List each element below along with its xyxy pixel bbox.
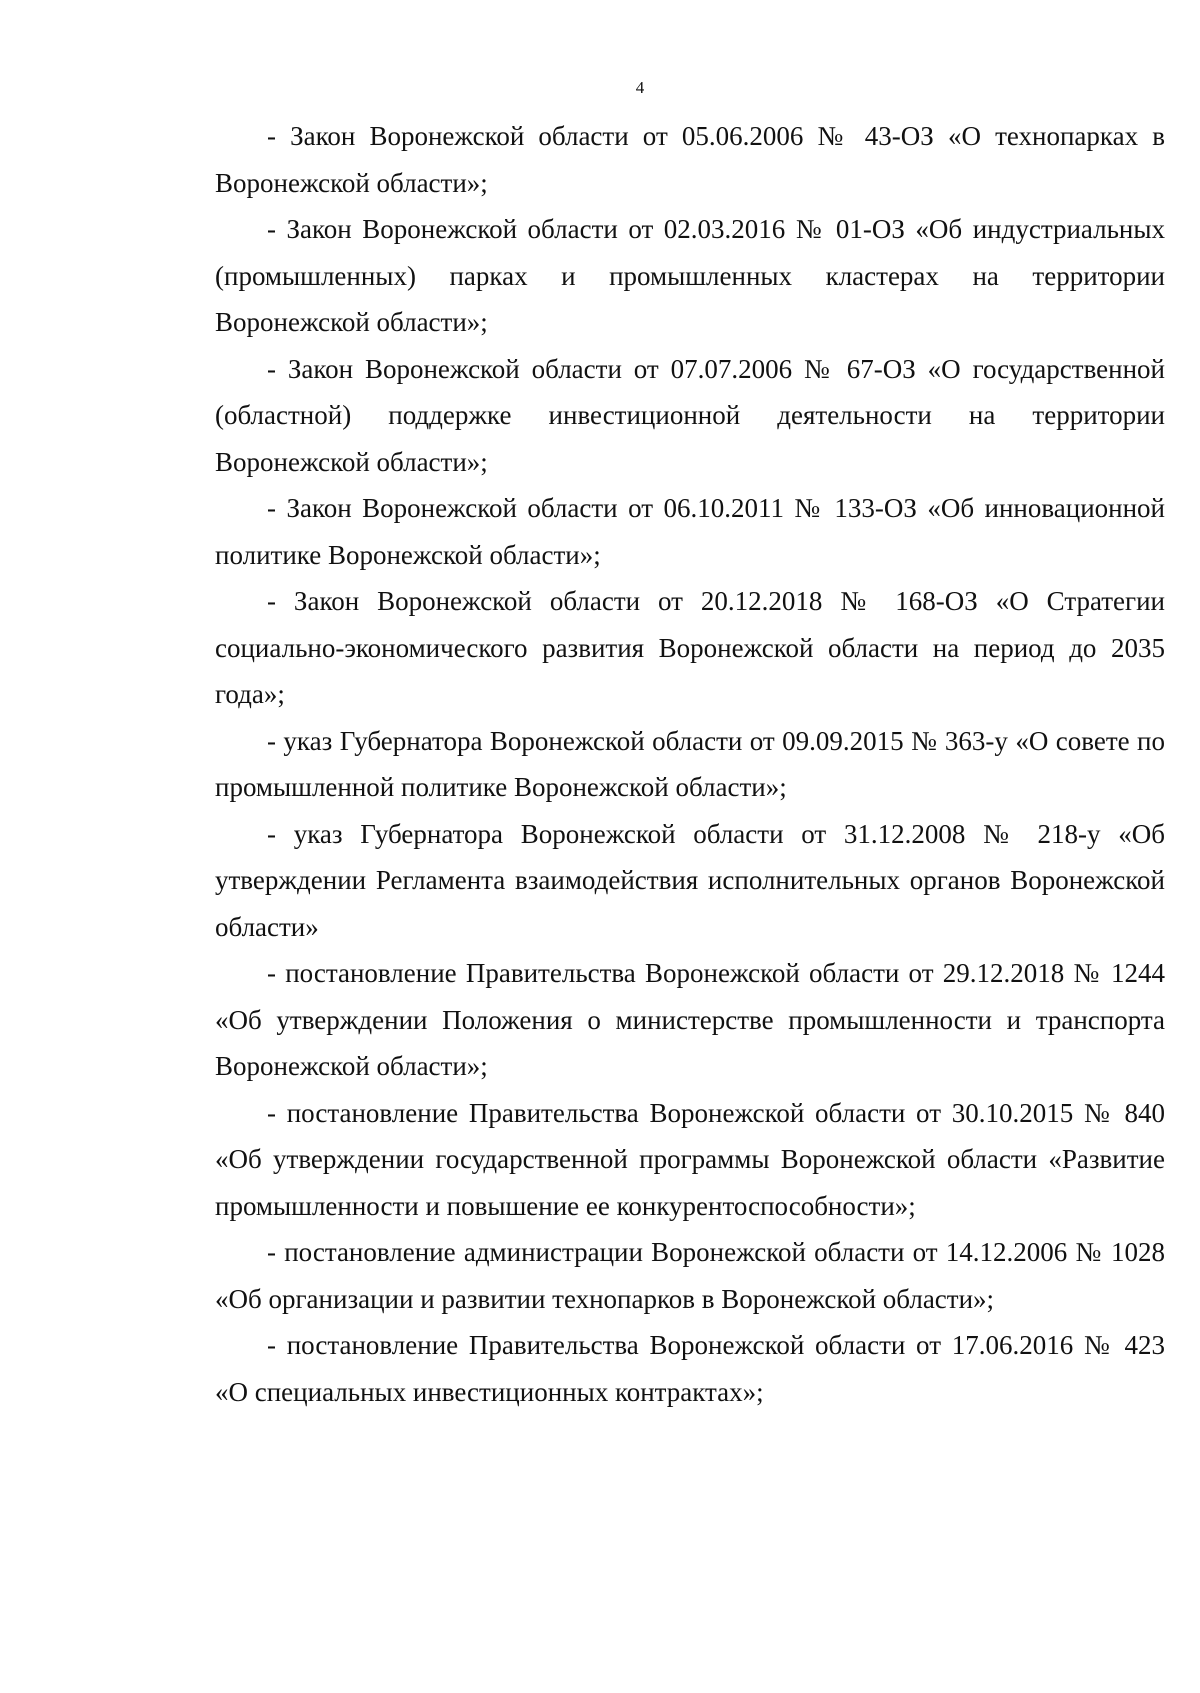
list-item: - указ Губернатора Воронежской области от 09.09.2015 № 363-у «О совете по промышленной политике Воронежской области»; <box>215 725 1165 802</box>
list-item: - постановление Правительства Воронежской области от 30.10.2015 № 840 «Об утверждении государственной программы Воронежской области «Развитие промышленности и повышение ее конкурентоспособности»; <box>215 1097 1165 1221</box>
document-body <box>215 113 1165 1415</box>
list-item: - Закон Воронежской области от 07.07.2006 № 67-ОЗ «О государственной (областной) поддержке инвестиционной деятельности на территории Воронежской области»; <box>215 353 1165 477</box>
list-item: - постановление Правительства Воронежской области от 17.06.2016 № 423 «О специальных инвестиционных контрактах»; <box>215 1330 1165 1407</box>
list-item: - постановление администрации Воронежской области от 14.12.2006 № 1028 «Об организации и развитии технопарков в Воронежской области»; <box>215 1237 1165 1314</box>
page-number: 4 <box>635 78 645 97</box>
list-item: - постановление Правительства Воронежской области от 29.12.2018 № 1244 «Об утверждении Положения о министерстве промышленности и транспорта Воронежской области»; <box>215 958 1165 1081</box>
list-item: - указ Губернатора Воронежской области от 31.12.2008 № 218-у «Об утверждении Регламента взаимодействия исполнительных органов Воронежской области» <box>215 818 1165 942</box>
list-item: - Закон Воронежской области от 06.10.2011 № 133-ОЗ «Об инновационной политике Воронежской области»; <box>215 493 1165 570</box>
list-item: - Закон Воронежской области от 20.12.2018 № 168-ОЗ «О Стратегии социально-экономического развития Воронежской области на период до 2035 года»; <box>215 586 1165 709</box>
list-item: - Закон Воронежской области от 02.03.2016 № 01-ОЗ «Об индустриальных (промышленных) парках и промышленных кластерах на территории Воронежской области»; <box>215 214 1165 337</box>
list-item: - Закон Воронежской области от 05.06.2006 № 43-ОЗ «О технопарках в Воронежской области»; <box>215 121 1165 198</box>
